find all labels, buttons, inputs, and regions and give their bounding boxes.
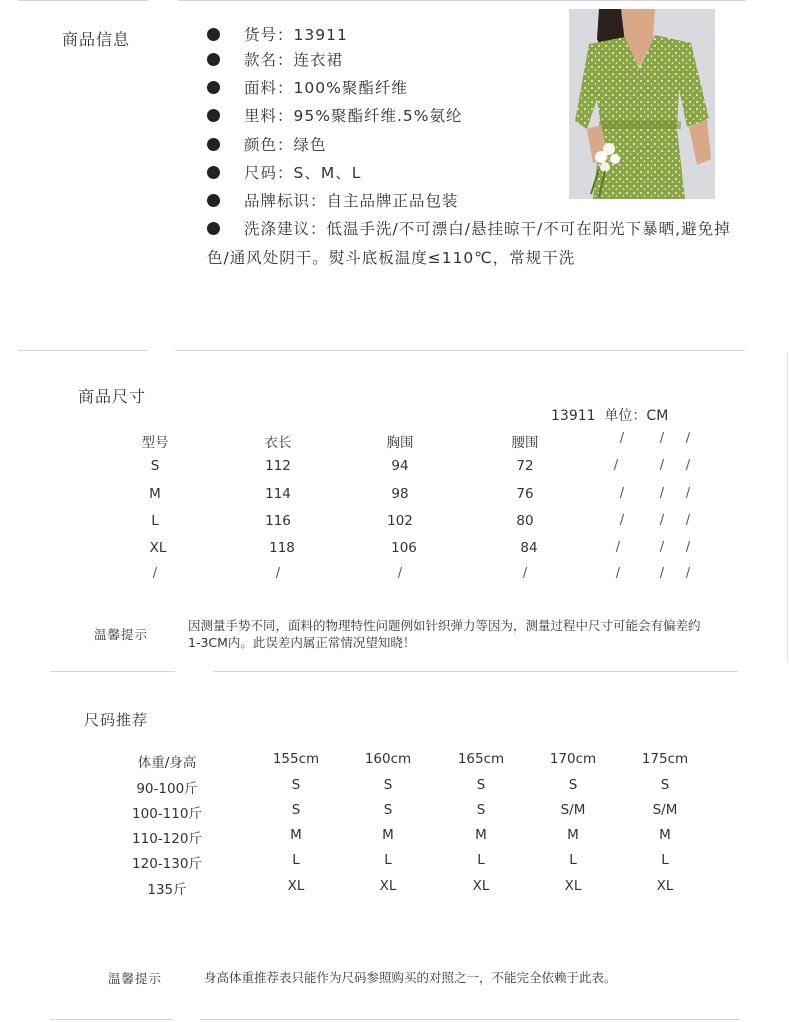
recommend-header-height: 160cm [364, 751, 412, 767]
info-item-sizes: 尺码：S、M、L [207, 161, 361, 183]
recommend-cell-size: L [477, 852, 485, 868]
info-section-title: 商品信息 [62, 30, 131, 49]
product-photo [569, 9, 715, 199]
recommend-cell-size: M [475, 827, 487, 843]
size-cell-extra3: / [685, 566, 691, 581]
recommend-row-weight: 110-120斤 [132, 831, 202, 847]
recommend-row-weight: 100-110斤 [132, 806, 202, 822]
size-header-length: 衣长 [264, 435, 292, 451]
size-cell-extra1: / [613, 458, 619, 473]
size-cell-extra3: / [685, 458, 691, 473]
recommend-cell-size: S [568, 777, 578, 793]
size-cell-bust: 102 [387, 513, 413, 529]
size-cell-length: 114 [265, 486, 291, 502]
size-unit-label: 13911 单位：CM [551, 408, 669, 424]
size-cell-waist: / [522, 566, 528, 581]
recommend-cell-size: XL [656, 878, 674, 894]
recommend-row-weight: 90-100斤 [136, 781, 198, 797]
recommend-tip-label: 温馨提示 [108, 971, 163, 986]
size-cell-model: L [151, 513, 159, 529]
size-tip-label: 温馨提示 [94, 627, 149, 642]
recommend-cell-size: XL [564, 878, 582, 894]
recommend-cell-size: L [661, 852, 669, 868]
size-cell-bust: 106 [391, 540, 417, 556]
recommend-cell-size: S [383, 777, 393, 793]
size-cell-extra3: / [685, 486, 691, 501]
dress-model-image [569, 9, 715, 199]
top-divider-left [18, 0, 148, 1]
size-tip-text: 因测量手势不同，面料的物理特性问题例如针织弹力等因为，测量过程中尺寸可能会有偏差约1-3CM内。此误差内属正常情况望知晓！ [188, 618, 701, 650]
bottom-divider-right [200, 1019, 740, 1020]
size-cell-length: 112 [265, 458, 291, 474]
bullet-icon [207, 109, 220, 122]
info-item-lining: 里料：95%聚酯纤维.5%氨纶 [207, 104, 462, 126]
size-cell-model: / [152, 566, 158, 581]
info-divider-left [18, 350, 148, 351]
size-cell-waist: 84 [520, 540, 538, 556]
bottom-divider-left [50, 1019, 173, 1020]
size-cell-model: S [150, 458, 160, 474]
size-cell-bust: / [397, 566, 403, 581]
info-item-color: 颜色：绿色 [207, 133, 327, 155]
bullet-icon [207, 222, 220, 235]
recommend-cell-size: S/M [652, 802, 678, 818]
recommend-header-height: 165cm [457, 751, 505, 767]
bullet-icon [207, 166, 220, 179]
recommend-cell-size: S [476, 777, 486, 793]
size-cell-extra1: / [619, 486, 625, 501]
right-edge-line [787, 352, 788, 662]
recommend-cell-size: L [292, 852, 300, 868]
size-cell-extra3: / [685, 540, 691, 555]
size-cell-extra2: / [659, 540, 665, 555]
size-cell-length: 118 [269, 540, 295, 556]
size-cell-bust: 94 [391, 458, 409, 474]
bullet-icon [207, 138, 220, 151]
recommend-cell-size: M [659, 827, 671, 843]
recommend-section-title: 尺码推荐 [84, 711, 149, 729]
size-cell-length: / [275, 566, 281, 581]
recommend-row-weight: 135斤 [147, 882, 187, 898]
recommend-cell-size: S [383, 802, 393, 818]
recommend-cell-size: S [291, 777, 301, 793]
recommend-cell-size: M [382, 827, 394, 843]
info-item-fabric: 面料：100%聚酯纤维 [207, 76, 408, 98]
size-cell-extra3: / [685, 513, 691, 528]
recommend-cell-size: XL [472, 878, 490, 894]
recommend-tip-text: 身高体重推荐表只能作为尺码参照购买的对照之一，不能完全依赖于此表。 [204, 970, 617, 985]
size-cell-waist: 76 [516, 486, 534, 502]
size-cell-extra2: / [659, 566, 665, 581]
recommend-row-weight: 120-130斤 [132, 856, 202, 872]
size-cell-model: M [149, 486, 161, 502]
info-item-style: 款名：连衣裙 [207, 48, 343, 70]
size-cell-length: 116 [265, 513, 291, 529]
bullet-icon [207, 28, 220, 41]
size-cell-extra1: / [619, 513, 625, 528]
info-item-brand: 品牌标识：自主品牌正品包装 [207, 189, 459, 211]
bullet-icon [207, 194, 220, 207]
recommend-cell-size: XL [379, 878, 397, 894]
size-header-extra1: / [619, 431, 625, 446]
size-section-title: 商品尺寸 [78, 387, 147, 406]
recommend-header-label: 体重/身高 [137, 755, 197, 771]
recommend-cell-size: S [476, 802, 486, 818]
size-header-waist: 腰围 [511, 435, 539, 451]
recommend-cell-size: S [660, 777, 670, 793]
recommend-cell-size: L [384, 852, 392, 868]
recommend-cell-size: M [290, 827, 302, 843]
recommend-header-height: 170cm [549, 751, 597, 767]
size-cell-model: XL [149, 540, 167, 556]
size-cell-waist: 72 [516, 458, 534, 474]
size-cell-extra2: / [659, 486, 665, 501]
size-cell-extra1: / [615, 540, 621, 555]
recommend-cell-size: S/M [560, 802, 586, 818]
recommend-cell-size: M [567, 827, 579, 843]
recommend-cell-size: L [569, 852, 577, 868]
recommend-cell-size: XL [287, 878, 305, 894]
size-divider-left [50, 671, 175, 672]
size-header-extra2: / [659, 431, 665, 446]
info-item-wash: 洗涤建议：低温手洗/不可漂白/悬挂晾干/不可在阳光下暴晒,避免掉色/通风处阴干。熨斗底板温度≤110℃，常规干洗 [207, 220, 731, 267]
size-header-extra3: / [685, 431, 691, 446]
top-divider-right [178, 0, 746, 1]
recommend-header-height: 155cm [272, 751, 320, 767]
size-divider-right [213, 671, 738, 672]
size-header-model: 型号 [141, 435, 169, 451]
info-divider-right [175, 350, 745, 351]
size-header-bust: 胸围 [386, 435, 414, 451]
recommend-cell-size: S [291, 802, 301, 818]
info-item-sku: 货号：13911 [207, 23, 348, 45]
size-cell-waist: 80 [516, 513, 534, 529]
bullet-icon [207, 53, 220, 66]
bullet-icon [207, 81, 220, 94]
recommend-header-height: 175cm [641, 751, 689, 767]
size-cell-extra2: / [659, 513, 665, 528]
size-cell-extra1: / [615, 566, 621, 581]
size-cell-bust: 98 [391, 486, 409, 502]
size-cell-extra2: / [659, 458, 665, 473]
